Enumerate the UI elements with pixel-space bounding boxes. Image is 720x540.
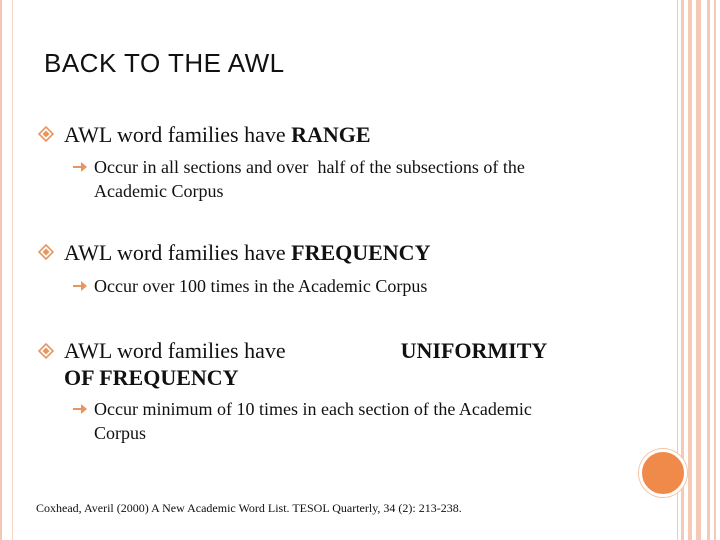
bullet-point-range (64, 121, 371, 148)
decor-rule (688, 0, 692, 540)
arrow-bullet-icon (72, 280, 88, 292)
point-emphasis: FREQUENCY (291, 240, 431, 265)
reference-citation: Coxhead, Averil (2000) A New Academic Word List. TESOL Quarterly, 34 (2): 213-238. (36, 501, 462, 515)
diamond-icon (38, 126, 54, 142)
bullet-point-uniformity (64, 337, 547, 391)
decor-rule (696, 0, 701, 540)
sub-text: half of the subsections of the (317, 157, 525, 177)
sub-text: Academic Corpus (94, 181, 224, 201)
sub-point-frequency (94, 274, 654, 298)
decor-rule (714, 0, 716, 540)
left-border (0, 0, 16, 540)
sub-text: Occur in all sections and over (94, 157, 309, 177)
point-emphasis: UNIFORMITY (400, 338, 548, 363)
decor-rule (707, 0, 710, 540)
arrow-bullet-icon (72, 161, 88, 173)
sub-text: Corpus (94, 423, 147, 443)
decor-circle (639, 449, 687, 497)
slide-title: BACK TO THE AWL (44, 48, 285, 78)
sub-point-uniformity (94, 397, 654, 445)
sub-text: Occur over 100 times in the Academic Corpus (94, 276, 428, 296)
diamond-icon (38, 244, 54, 260)
sub-point-range (94, 155, 654, 203)
arrow-bullet-icon (72, 403, 88, 415)
point-text: AWL word families have (64, 240, 286, 265)
sub-text: Occur minimum of 10 times in each section of the Academic (94, 399, 532, 419)
diamond-icon (38, 343, 54, 359)
point-text: AWL word families have (64, 338, 286, 363)
point-text: AWL word families have (64, 122, 286, 147)
point-emphasis: RANGE (291, 122, 371, 147)
point-emphasis-line2: OF FREQUENCY (64, 365, 239, 390)
bullet-point-frequency (64, 239, 430, 266)
